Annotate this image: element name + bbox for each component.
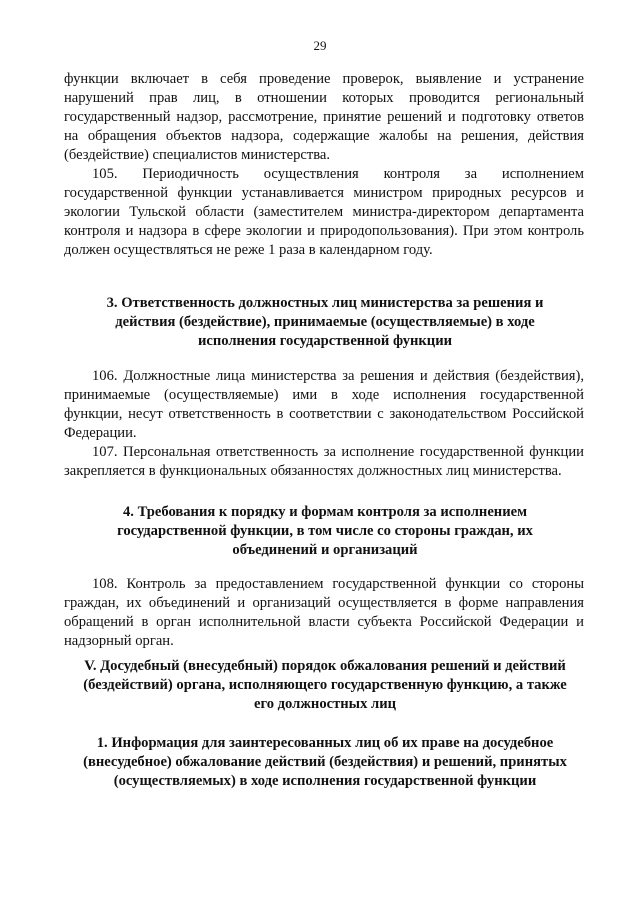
page-number: 29 bbox=[313, 38, 327, 53]
chapter-heading-v: V. Досудебный (внесудебный) порядок обжалования решений и действий (бездействий) органа, исполняющего государственную функцию, а также его должностных лиц bbox=[83, 658, 567, 712]
paragraph-continuation: функции включает в себя проведение проверок, выявление и устранение нарушений прав лиц, в отношении которых проводится региональный государственный надзор, рассмотрение, принятие решений и подготовку ответов на обращения объектов надзора, содержащие жалобы на решения, действия (бездействие) специалистов министерства. bbox=[64, 71, 584, 163]
section-heading-4: 4. Требования к порядку и формам контроля за исполнением государственной функции, в том числе со стороны граждан, их объединений и организаций bbox=[117, 504, 533, 558]
paragraph-106: 106. Должностные лица министерства за решения и действия (бездействия), принимаемые (осуществляемые) ими в ходе исполнения государственной функции, несут ответственность в соответствии с законодательством Российской Федерации. bbox=[64, 368, 584, 441]
paragraph-105: 105. Периодичность осуществления контроля за исполнением государственной функции устанавливается министром природных ресурсов и экологии Тульской области (заместителем министра-директором департамента контроля и надзора в сфере экологии и природопользования). При этом контроль должен осуществляться не реже 1 раза в календарном году. bbox=[64, 166, 584, 258]
section-heading-3: 3. Ответственность должностных лиц министерства за решения и действия (бездействие), принимаемые (осуществляемые) в ходе исполнения государственной функции bbox=[106, 295, 544, 349]
subsection-heading-1: 1. Информация для заинтересованных лиц об их праве на досудебное (внесудебное) обжалование действий (бездействия) и решений, принятых (осуществляемых) в ходе исполнения государственной функции bbox=[83, 735, 567, 789]
paragraph-107: 107. Персональная ответственность за исполнение государственной функции закрепляется в функциональных обязанностях должностных лиц министерства. bbox=[64, 444, 584, 479]
paragraph-108: 108. Контроль за предоставлением государственной функции со стороны граждан, их объединений и организаций осуществляется в форме направления обращений в орган исполнительной власти субъекта Российской Федерации и надзорный орган. bbox=[64, 576, 584, 649]
